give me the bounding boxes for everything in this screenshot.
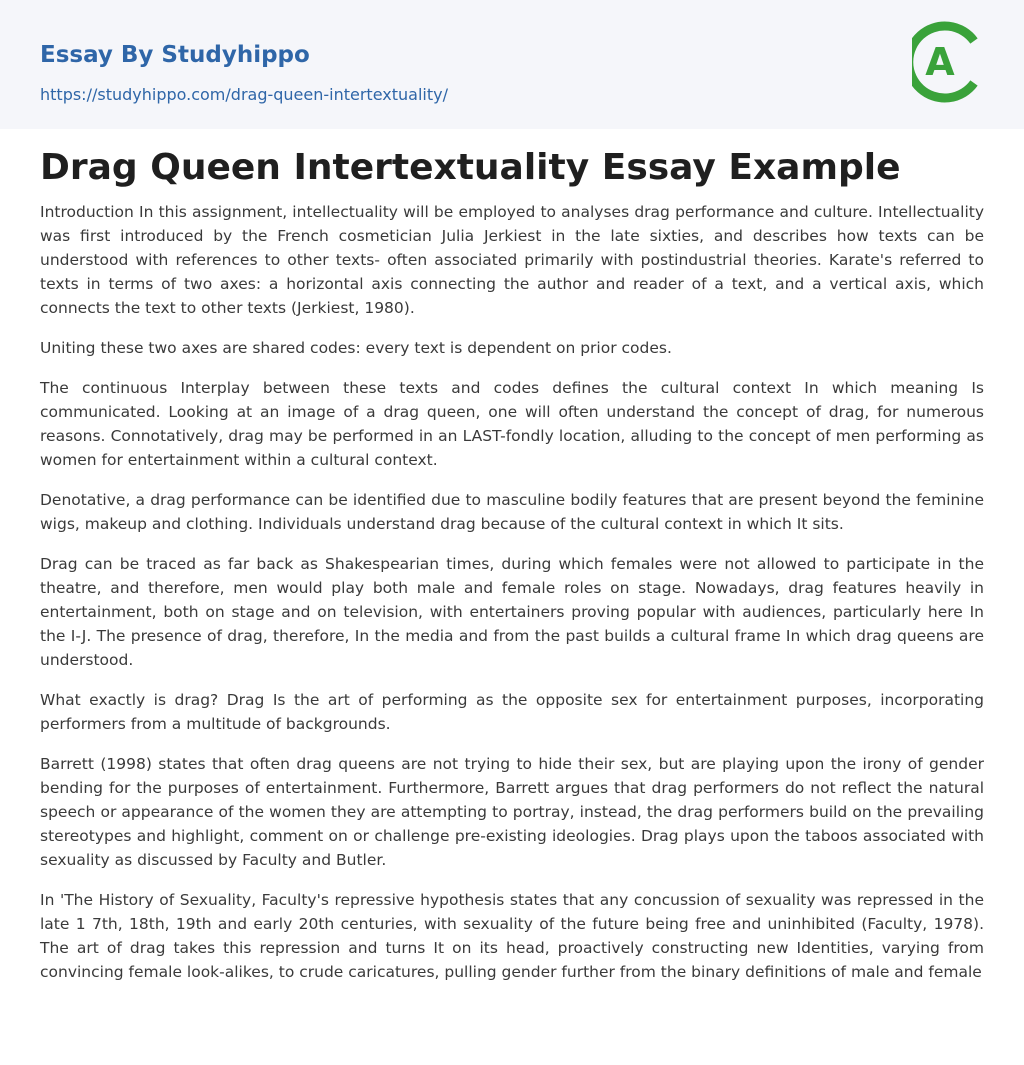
paragraph: Denotative, a drag performance can be identified due to masculine bodily features that are present beyond the feminine wigs, makeup and clothing. Individuals understand drag because of the cultural context in which It sits.	[40, 491, 984, 533]
paragraph: In 'The History of Sexuality, Faculty's repressive hypothesis states that any concussion of sexuality was repressed in the late 1 7th, 18th, 19th and early 20th centuries, with sexuality of the future being free and uninhibited (Faculty, 1978). The art of drag takes this repression and turns It on its head, proactively constructing new Identities, varying from convincing female look-alikes, to crude caricatures, pulling gender further from the binary definitions of male and female	[40, 891, 984, 981]
logo-letter: A	[925, 40, 955, 84]
paragraph: Uniting these two axes are shared codes: every text is dependent on prior codes.	[40, 339, 672, 357]
paragraph: Introduction In this assignment, intellectuality will be employed to analyses drag performance and culture. Intellectuality was first introduced by the French cosmetician Julia Jerkiest in the late sixties, and describes how texts can be understood with references to other texts- often associated primarily with postindustrial theories. Karate's referred to texts in terms of two axes: a horizontal axis connecting the author and reader of a text, and a vertical axis, which connects the text to other texts (Jerkiest, 1980).	[40, 203, 984, 317]
paragraph: The continuous Interplay between these texts and codes defines the cultural context In which meaning Is communicated. Looking at an image of a drag queen, one will often understand the concept of drag, for numerous reasons. Connotatively, drag may be performed in an LAST-fondly location, alluding to the concept of men performing as women for entertainment within a cultural context.	[40, 379, 984, 469]
page-title: Drag Queen Intertextuality Essay Example	[40, 147, 901, 188]
brand-title[interactable]: Essay By Studyhippo	[40, 42, 310, 68]
paragraph: Drag can be traced as far back as Shakespearian times, during which females were not allowed to participate in the theatre, and therefore, men would play both male and female roles on stage. Nowadays, drag features heavily in entertainment, both on stage and on television, with entertainers proving popular with audiences, particularly here In the I-J. The presence of drag, therefore, In the media and from the past builds a cultural frame In which drag queens are understood.	[40, 555, 984, 669]
essay-body	[40, 200, 984, 1000]
studyhippo-logo-icon[interactable]	[912, 19, 986, 105]
paragraph: What exactly is drag? Drag Is the art of performing as the opposite sex for entertainment purposes, incorporating performers from a multitude of backgrounds.	[40, 691, 984, 733]
page-url-link[interactable]: https://studyhippo.com/drag-queen-intertextuality/	[40, 85, 448, 104]
paragraph: Barrett (1998) states that often drag queens are not trying to hide their sex, but are playing upon the irony of gender bending for the purposes of entertainment. Furthermore, Barrett argues that drag performers do not reflect the natural speech or appearance of the women they are attempting to portray, instead, the drag performers build on the prevailing stereotypes and highlight, comment on or challenge pre-existing ideologies. Drag plays upon the taboos associated with sexuality as discussed by Faculty and Butler.	[40, 755, 984, 869]
